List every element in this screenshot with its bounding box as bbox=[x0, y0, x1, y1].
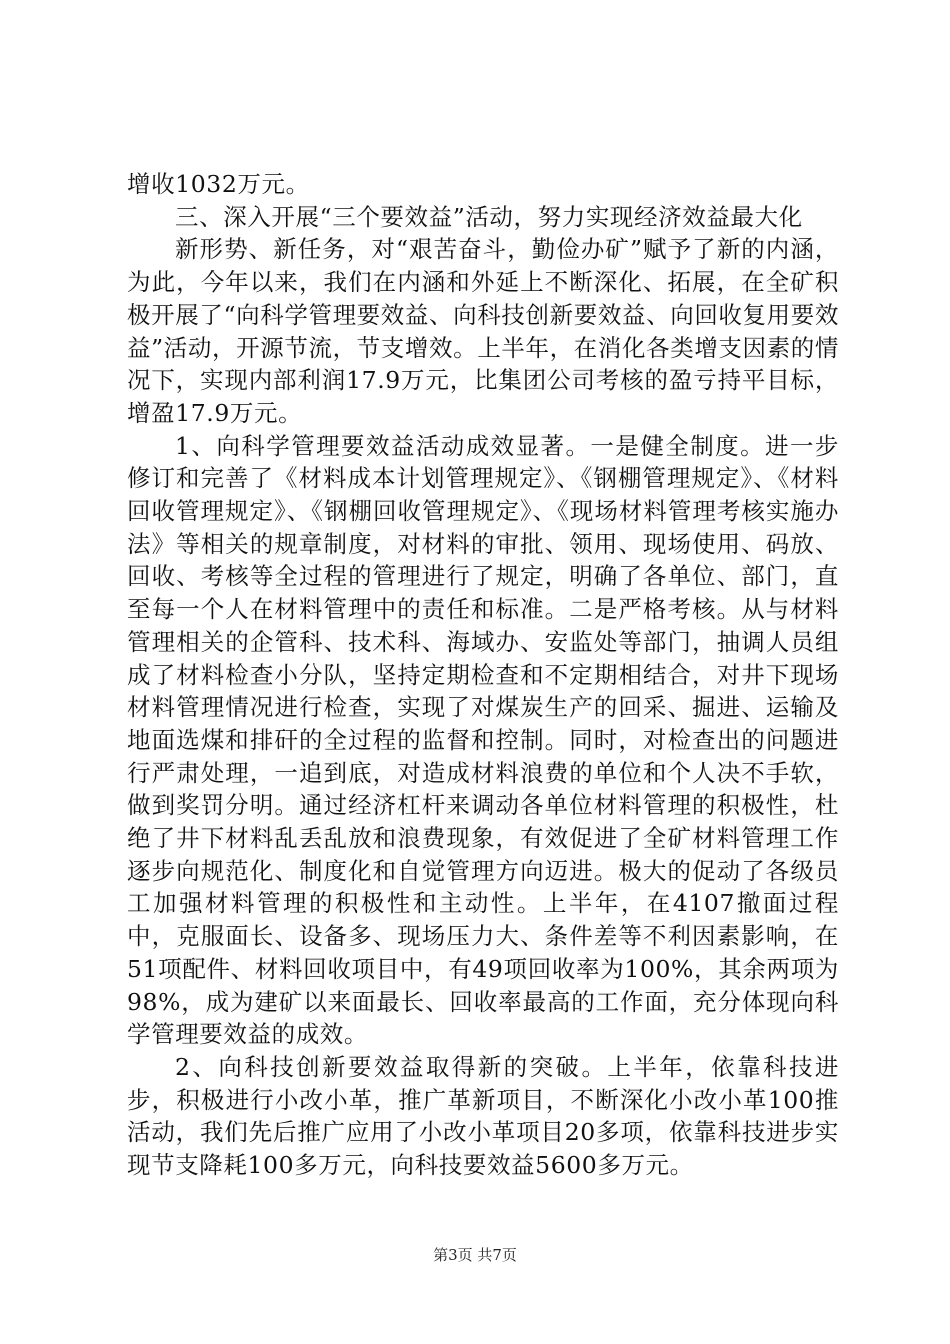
paragraph-item-2: 2、向科技创新要效益取得新的突破。上半年，依靠科技进步，积极进行小改小革，推广革新项目，不断深化小改小革100推活动，我们先后推广应用了小改小革项目20多项，依靠科技进步实现节支降耗100多万元，向科技要效益5600多万元。 bbox=[127, 1052, 839, 1180]
paragraph-item-1: 1、向科学管理要效益活动成效显著。一是健全制度。进一步修订和完善了《材料成本计划管理规定》、《钢棚管理规定》、《材料回收管理规定》、《钢棚回收管理规定》、《现场材料管理考核实施办法》等相关的规章制度，对材料的审批、领用、现场使用、码放、回收、考核等全过程的管理进行了规定，明确了各单位、部门，直至每一个人在材料管理中的责任和标准。二是严格考核。从与材料管理相关的企管科、技术科、海域办、安监处等部门，抽调人员组成了材料检查小分队，坚持定期检查和不定期相结合，对井下现场材料管理情况进行检查，实现了对煤炭生产的回采、掘进、运输及地面选煤和排矸的全过程的监督和控制。同时，对检查出的问题进行严肃处理，一追到底，对造成材料浪费的单位和个人决不手软，做到奖罚分明。通过经济杠杆来调动各单位材料管理的积极性，杜绝了井下材料乱丢乱放和浪费现象，有效促进了全矿材料管理工作逐步向规范化、制度化和自觉管理方向迈进。极大的促动了各级员工加强材料管理的积极性和主动性。上半年，在4107撤面过程中，克服面长、设备多、现场压力大、条件差等不利因素影响，在51项配件、材料回收项目中，有49项回收率为100%，其余两项为98%，成为建矿以来面最长、回收率最高的工作面，充分体现向科学管理要效益的成效。 bbox=[127, 431, 839, 1049]
document-body bbox=[127, 168, 839, 1182]
paragraph-continuation: 增收1032万元。 bbox=[127, 170, 310, 198]
paragraph-intro: 新形势、新任务，对“艰苦奋斗，勤俭办矿”赋予了新的内涵，为此，今年以来，我们在内涵和外延上不断深化、拓展，在全矿积极开展了“向科学管理要效益、向科技创新要效益、向回收复用要效益”活动，开源节流，节支增效。上半年，在消化各类增支因素的情况下，实现内部利润17.9万元，比集团公司考核的盈亏持平目标，增盈17.9万元。 bbox=[127, 235, 839, 427]
page-footer: 第3页 共7页 bbox=[433, 1246, 517, 1264]
section-heading: 三、深入开展“三个要效益”活动，努力实现经济效益最大化 bbox=[175, 202, 803, 231]
